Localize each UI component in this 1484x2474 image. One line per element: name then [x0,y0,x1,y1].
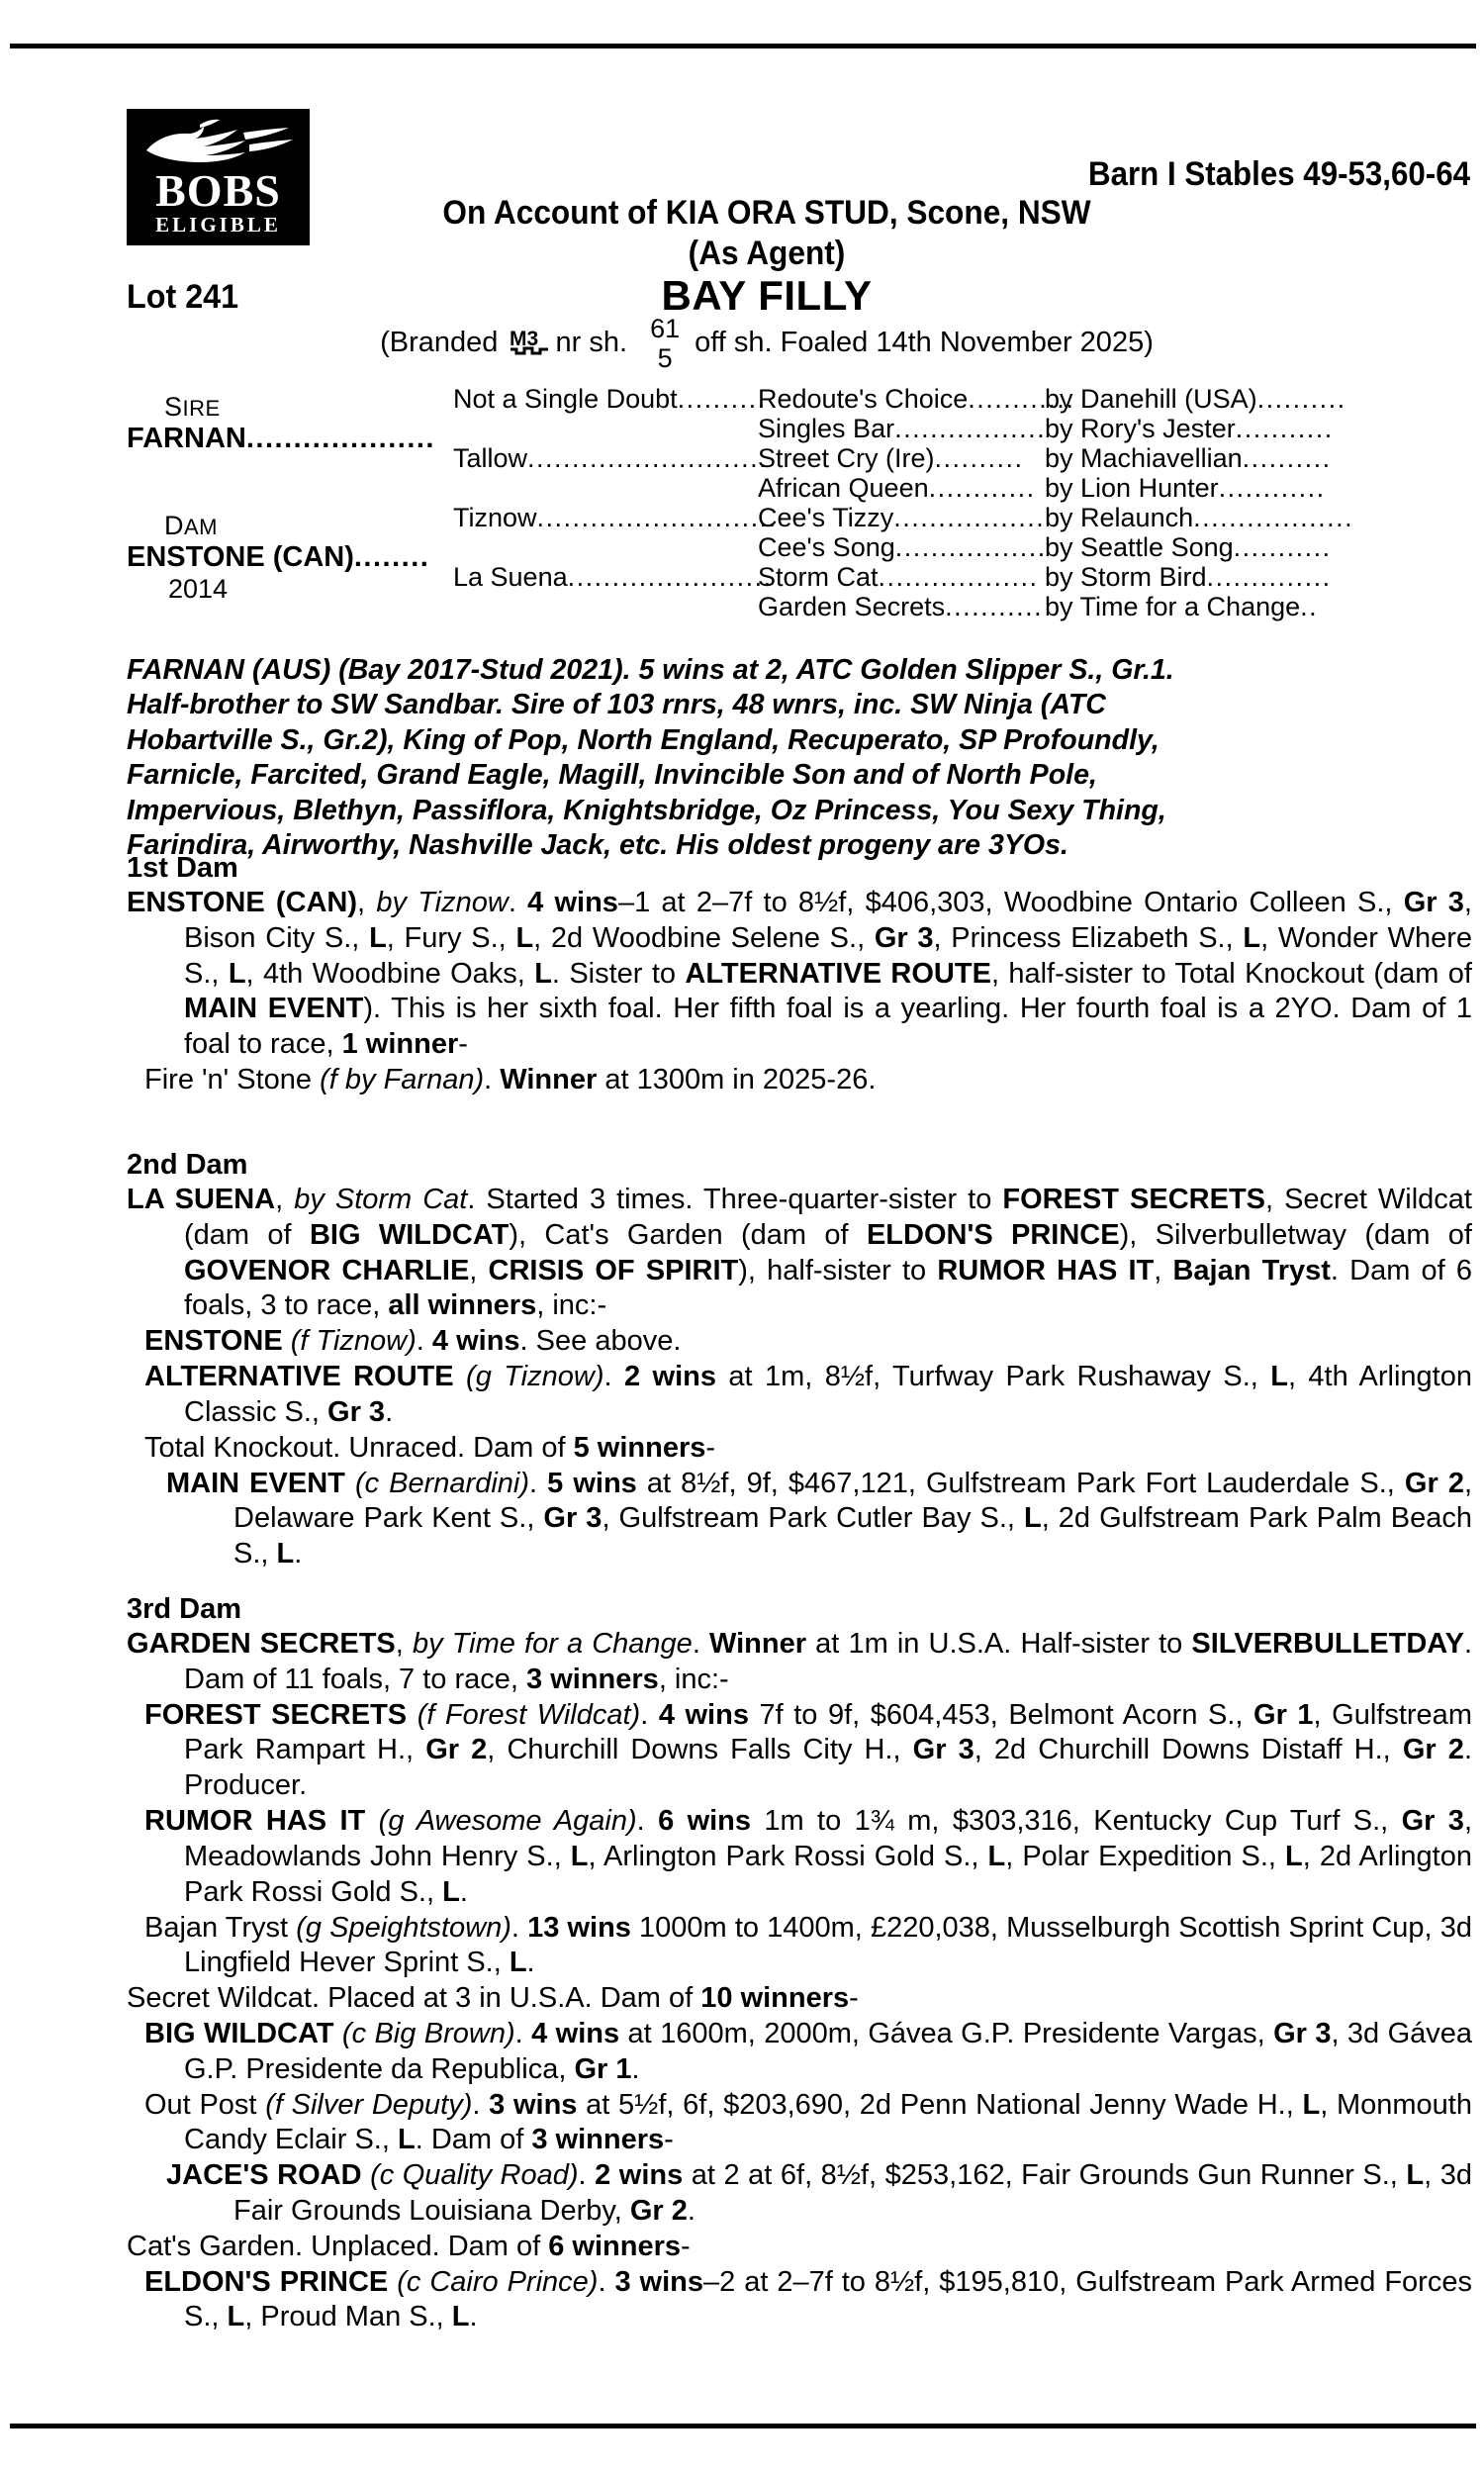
entry-sire-reference: (f Silver Deputy) [265,2088,473,2121]
ggp-sire-dots: ............ [1218,473,1326,503]
ggp-sire-name: by Machiavellian [1045,443,1243,473]
ggp-sire-name: by Time for a Change [1045,592,1301,621]
entry-body: . Unraced. Dam of 5 winners- [332,1431,716,1464]
grandparent-row [453,562,773,593]
greatgrandparent-name: Singles Bar [758,414,895,443]
ggp-sire-dots: .. [1300,592,1319,621]
dam-name [127,541,429,574]
pedigree-entry [144,1911,1472,1982]
grandparent-dots: ........................... [536,503,778,532]
entry-name: GARDEN SECRETS [127,1628,396,1660]
greatgrandparent-name: Storm Cat [758,562,879,592]
first-dam-section [127,852,1472,1098]
entry-name: FOREST SECRETS [144,1698,408,1731]
pedigree-entry: GARDEN SECRETS, by Time for a Change. Winner at 1m in U.S.A. Half-sister to SILVERBULLETDAY. Dam of 11 foals, 7 to race, 3 winners, inc:- [127,1628,1472,1695]
entry-sire-reference: by Tiznow [376,887,509,918]
second-dam-section [127,1149,1472,1572]
greatgrandparent-name: Redoute's Choice [758,384,969,414]
greatgrandparent-row [758,562,1039,593]
greatgrandparent-dots: ........... [945,592,1044,621]
ggp-sire-name: by Lion Hunter [1045,473,1219,503]
entry-sire-reference: (c Bernardini) [354,1467,530,1499]
entry-body: . 2 wins at 1m, 8½f, Turfway Park Rushaway S., L, 4th Arlington Classic S., Gr 3. [184,1361,1472,1428]
grandparent-row [453,443,768,474]
entry-body: . Unplaced. Dam of 6 winners- [294,2230,691,2262]
third-dam-section [127,1593,1472,2335]
ggp-sire-row [1045,384,1346,415]
entry-name: JACE'S ROAD [166,2159,362,2192]
entry-name: RUMOR HAS IT [144,1805,366,1838]
grandparent-name: Not a Single Doubt [453,384,678,414]
ggp-sire-row [1045,503,1353,533]
entry-name: Secret Wildcat [127,1982,312,2015]
branded-suffix: off sh. Foaled 14th November 2025) [695,327,1154,358]
entry-body: . Winner at 1m in U.S.A. Half-sister to SILVERBULLETDAY. Dam of 11 foals, 7 to race, 3 winners, inc:- [184,1628,1472,1695]
pedigree-entry [144,1324,1472,1360]
entry-sire-reference: by Storm Cat [294,1184,468,1215]
ggp-sire-row [1045,592,1318,622]
pedigree-entry [127,1981,1472,2017]
pedigree-table [127,382,1472,639]
grandparent-dots: ....................... [567,562,773,592]
dam-label: DAM [164,511,218,540]
pedigree-entry [144,1063,1472,1098]
entry-body: . 4 wins–1 at 2–7f to 8½f, $406,303, Woodbine Ontario Colleen S., Gr 3, Bison City S., L, Fury S., L, 2d Woodbine Selene S., Gr 3, Princess Elizabeth S., L, Wonder Where S., L, 4th Woodbine Oaks, L. Sister to ALTERNATIVE ROUTE, half-sister to Total Knockout (dam of MAIN EVENT). This is her sixth foal. Her fifth foal is a yearling. Her fourth foal is a 2YO. Dam of 1 foal to race, 1 winner- [184,887,1473,1061]
pedigree-column-greatgrandparents [758,382,1075,639]
ggp-sire-row [1045,473,1326,504]
greatgrandparent-row [758,414,1046,444]
entry-body: . 3 wins–2 at 2–7f to 8½f, $195,810, Gulfstream Park Armed Forces S., L, Proud Man S., L. [184,2265,1472,2333]
entry-sire-reference: (c Quality Road) [370,2159,579,2192]
pedigree-entry [144,1698,1472,1804]
dam-foaling-year: 2014 [168,574,229,604]
ggp-sire-name: by Seattle Song [1045,532,1234,562]
page-title: BAY FILLY [661,272,873,319]
branded-prefix: (Branded [380,327,499,358]
entry-body: . 4 wins 7f to 9f, $604,453, Belmont Acorn S., Gr 1, Gulfstream Park Rampart H., Gr 2, Churchill Downs Falls City H., Gr 3, 2d Churchill Downs Distaff H., Gr 2. Producer. [184,1698,1472,1802]
dam-section-heading: 3rd Dam [127,1593,242,1625]
pedigree-entry: ENSTONE (CAN), by Tiznow. 4 wins–1 at 2–7f to 8½f, $406,303, Woodbine Ontario Colleen S., Gr 3, Bison City S., L, Fury S., L, 2d Woodbine Selene S., Gr 3, Princess Elizabeth S., L, Wonder Where S., L, 4th Woodbine Oaks, L. Sister to ALTERNATIVE ROUTE, half-sister to Total Knockout (dam of MAIN EVENT). This is her sixth foal. Her fifth foal is a yearling. Her fourth foal is a 2YO. Dam of 1 foal to race, 1 winner- [127,887,1473,1061]
lot-number: Lot 241 [127,278,239,316]
grandparent-dots: .......... [677,384,767,414]
pedigree-entry [144,2265,1472,2336]
grandparent-name: Tiznow [453,503,537,532]
entry-body: . 4 wins at 1600m, 2000m, Gávea G.P. Presidente Vargas, Gr 3, 3d Gávea G.P. Presidente da Republica, Gr 1. [184,2017,1473,2085]
sire-block [127,392,435,455]
entry-name: Fire 'n' Stone [144,1064,313,1096]
pedigree-entry [166,1467,1473,1572]
dam-block [127,511,429,605]
greatgrandparent-name: Cee's Song [758,532,895,562]
sire-label: SIRE [164,392,221,422]
greatgrandparent-dots: ................. [894,532,1047,562]
brand-denominator: 5 [657,343,673,373]
entry-body: . 13 wins 1000m to 1400m, £220,038, Musselburgh Scottish Sprint Cup, 3d Lingfield Hever Sprint S., L. [184,1911,1472,1979]
entry-sire-reference: (g Speightstown) [296,1911,511,1944]
sire-note-line: Impervious, Blethyn, Passiflora, Knightsbridge, Oz Princess, You Sexy Thing, [127,794,1166,826]
pedigree-entry [127,2230,1472,2265]
grandparent-name: La Suena [453,562,568,592]
entry-sire-reference: (f Tiznow) [290,1325,417,1358]
entry-name: ALTERNATIVE ROUTE [144,1361,454,1393]
top-rule [10,44,1476,48]
entry-name: Total Knockout [144,1431,333,1464]
grandparent-dots: ........................... [527,443,769,473]
sire-summary-note [127,653,1452,863]
sire-note-line: Hobartville S., Gr.2), King of Pop, North England, Recuperato, SP Profoundly, [127,723,1159,756]
greatgrandparent-dots: ............ [928,473,1036,503]
entry-name: LA SUENA [127,1184,276,1215]
entry-body: . Started 3 times. Three-quarter-sister to FOREST SECRETS, Secret Wildcat (dam of BIG WILDCAT), Cat's Garden (dam of ELDON'S PRINCE), Silverbulletway (dam of GOVENOR CHARLIE, CRISIS OF SPIRIT), half-sister to RUMOR HAS IT, Bajan Tryst. Dam of 6 foals, 3 to race, all winners, inc:- [184,1184,1472,1322]
barn-stables-text: Barn I Stables 49-53,60-64 [1088,155,1470,193]
entry-sire-reference: by Time for a Change [412,1628,693,1660]
greatgrandparent-row [758,384,1074,415]
greatgrandparent-dots: ................. [894,414,1047,443]
pedigree-entry [144,1360,1472,1431]
sire-name-text: FARNAN [127,423,246,454]
entry-body: . 6 wins 1m to 1¾ m, $303,316, Kentucky Cup Turf S., Gr 3, Meadowlands John Henry S., L, Arlington Park Rossi Gold S., L, Polar Expedition S., L, 2d Arlington Park Rossi Gold S., L. [184,1805,1472,1908]
entry-body: . Winner at 1300m in 2025-26. [484,1064,877,1096]
entry-sire-reference: (f Forest Wildcat) [417,1698,641,1731]
entry-name: Out Post [144,2088,257,2121]
entry-sire-reference: (f by Farnan) [320,1064,485,1096]
ggp-sire-dots: .......... [1242,443,1332,473]
ggp-sire-row [1045,562,1332,593]
sire-note-line: Farnicle, Farcited, Grand Eagle, Magill, Invincible Son and of North Pole, [127,759,1097,792]
entry-name: ELDON'S PRINCE [144,2265,389,2298]
entry-body: . 3 wins at 5½f, 6f, $203,690, 2d Penn National Jenny Wade H., L, Monmouth Candy Eclair S., L. Dam of 3 winners- [184,2088,1472,2156]
sire-note-line: Farindira, Airworthy, Nashville Jack, etc. His oldest progeny are 3YOs. [127,828,1068,861]
greatgrandparent-name: African Queen [758,473,929,503]
sire-dots: .................... [245,423,435,454]
ggp-sire-dots: .......... [1256,384,1346,414]
greatgrandparent-dots: ............ [968,384,1075,414]
dam-dots: ........ [353,541,430,573]
ggp-sire-name: by Storm Bird [1045,562,1207,592]
pedigree-entry [144,2017,1473,2088]
brand-number-fraction [639,314,691,373]
grandparent-row [453,384,767,415]
pedigree-column-parents [127,382,453,639]
dam-section-heading: 2nd Dam [127,1149,248,1181]
pedigree-entry [144,2088,1472,2159]
greatgrandparent-name: Cee's Tizzy [758,503,894,532]
pedigree-column-sires-of-greatgrandparents [1045,382,1371,639]
ggp-sire-name: by Danehill (USA) [1045,384,1257,414]
entry-body: . 5 wins at 8½f, 9f, $467,121, Gulfstream Park Fort Lauderdale S., Gr 2, Delaware Park Kent S., Gr 3, Gulfstream Park Cutler Bay S., L, 2d Gulfstream Park Palm Beach S., L. [233,1467,1473,1570]
logo-subtext: ELIGIBLE [155,213,281,237]
greatgrandparent-dots: .......... [934,443,1024,473]
entry-name: ENSTONE [144,1325,283,1358]
entry-body: . Placed at 3 in U.S.A. Dam of 10 winners- [311,1982,859,2015]
entry-body: . 4 wins. See above. [416,1325,682,1358]
ggp-sire-name: by Rory's Jester [1045,414,1236,443]
brand-numerator: 61 [650,314,681,343]
as-agent-text: (As Agent) [688,235,846,272]
greatgrandparent-row [758,503,1045,533]
greatgrandparent-name: Street Cry (Ire) [758,443,935,473]
entry-name: Cat's Garden [127,2230,295,2262]
bottom-rule [10,2424,1476,2428]
dam-section-heading: 1st Dam [127,852,238,884]
greatgrandparent-dots: .................. [878,562,1039,592]
ggp-sire-dots: .................. [1193,503,1354,532]
entry-name: ENSTONE (CAN) [127,887,358,918]
branded-mid: nr sh. [555,327,628,358]
grandparent-row [453,503,778,533]
entry-body: . 2 wins at 2 at 6f, 8½f, $253,162, Fair Grounds Gun Runner S., L, 3d Fair Grounds Louisiana Derby, Gr 2. [233,2159,1472,2227]
entry-sire-reference: (g Awesome Again) [378,1805,637,1838]
pedigree-entry: LA SUENA, by Storm Cat. Started 3 times. Three-quarter-sister to FOREST SECRETS, Secret Wildcat (dam of BIG WILDCAT), Cat's Garden (dam of ELDON'S PRINCE), Silverbulletway (dam of GOVENOR CHARLIE, CRISIS OF SPIRIT), half-sister to RUMOR HAS IT, Bajan Tryst. Dam of 6 foals, 3 to race, all winners, inc:- [127,1184,1472,1322]
account-vendor-text: On Account of KIA ORA STUD, Scone, NSW [442,194,1091,232]
entry-sire-reference: (c Cairo Prince) [397,2265,599,2298]
pedigree-entry [144,1431,1472,1467]
entry-name: BIG WILDCAT [144,2017,334,2049]
ggp-sire-row [1045,414,1334,444]
sire-note-line: FARNAN (AUS) (Bay 2017-Stud 2021). 5 wins at 2, ATC Golden Slipper S., Gr.1. [127,654,1174,686]
greatgrandparent-row [758,532,1047,563]
svg-text:M3: M3 [509,328,538,350]
sire-note-line: Half-brother to SW Sandbar. Sire of 103 rnrs, 48 wnrs, inc. SW Ninja (ATC [127,689,1106,721]
greatgrandparent-row [758,592,1043,622]
greatgrandparent-row [758,443,1024,474]
ggp-sire-dots: ........... [1235,414,1334,443]
pedigree-entry [144,1804,1472,1910]
pedigree-column-grandparents [453,382,778,639]
entry-sire-reference: (c Big Brown) [341,2017,515,2049]
greatgrandparent-dots: ................. [893,503,1046,532]
greatgrandparent-name: Garden Secrets [758,592,946,621]
ggp-sire-dots: .............. [1206,562,1332,592]
grandparent-name: Tallow [453,443,528,473]
branding-line [247,314,1286,373]
ggp-sire-dots: ........... [1233,532,1332,562]
entry-name: MAIN EVENT [166,1467,345,1499]
brand-mark-icon [509,328,554,357]
ggp-sire-name: by Relaunch [1045,503,1194,532]
greatgrandparent-row [758,473,1036,504]
ggp-sire-row [1045,443,1332,474]
entry-sire-reference: (g Tiznow) [466,1361,604,1393]
logo-wordmark: BOBS [155,165,281,216]
ggp-sire-row [1045,532,1332,563]
entry-name: Bajan Tryst [144,1911,289,1944]
pedigree-entry [166,2158,1472,2230]
sire-name [127,423,435,455]
dam-name-text: ENSTONE (CAN) [127,541,354,573]
